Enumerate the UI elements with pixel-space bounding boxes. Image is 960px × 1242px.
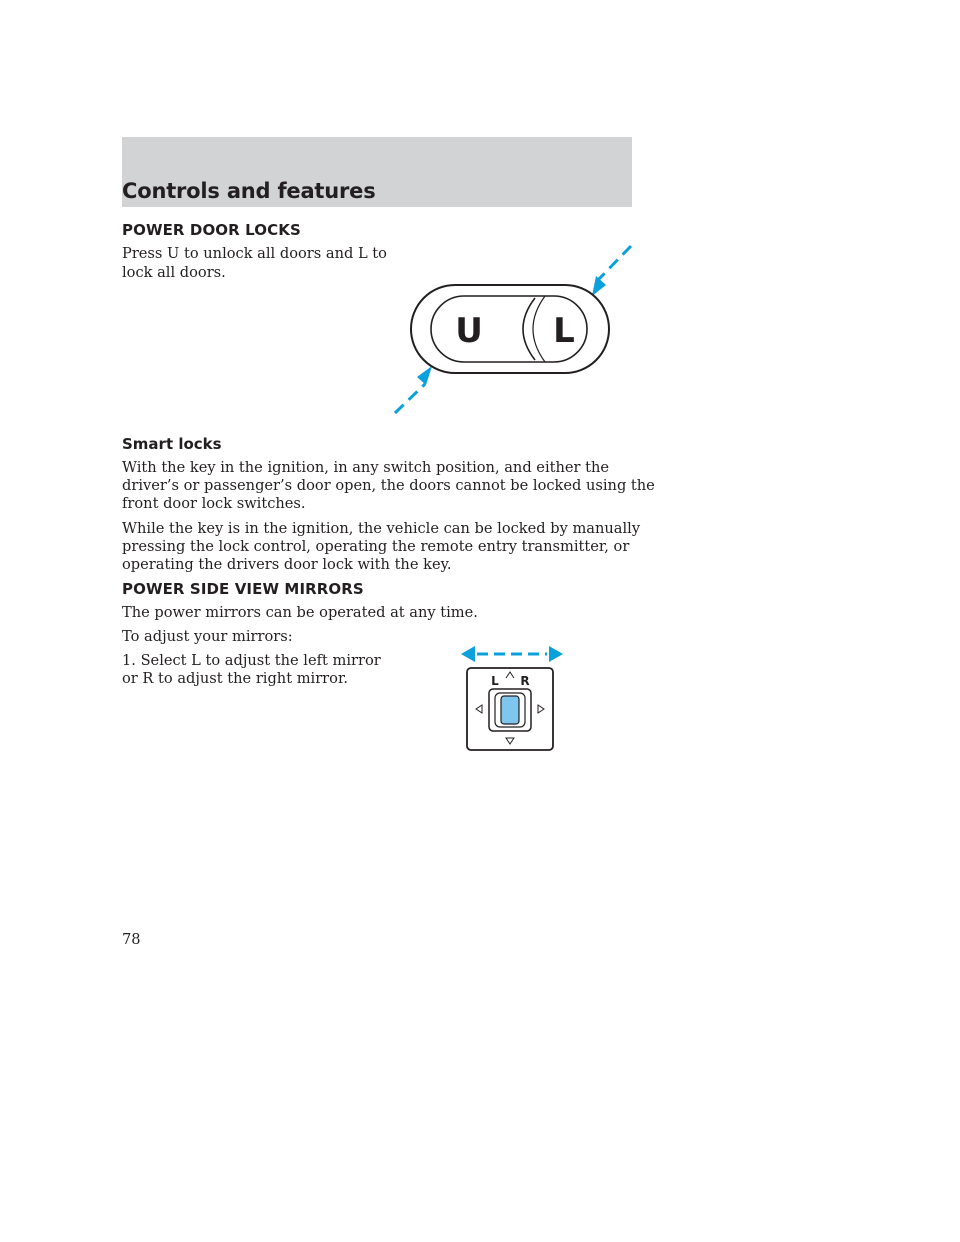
mirror-right-label: R (520, 674, 530, 688)
unlock-label: U (455, 311, 483, 351)
smart-locks-p1-line3: front door lock switches. (122, 495, 306, 512)
smart-locks-p1-line2: driver’s or passenger’s door open, the doors cannot be locked using the (122, 477, 655, 494)
heading-power-door-locks: POWER DOOR LOCKS (122, 221, 301, 239)
unlock-direction-arrow (395, 366, 432, 413)
door-locks-text-line2: lock all doors. (122, 264, 226, 281)
heading-smart-locks: Smart locks (122, 435, 222, 453)
page-number: 78 (122, 931, 141, 948)
page-section-title: Controls and features (122, 179, 376, 203)
smart-locks-p2-line3: operating the drivers door lock with the key. (122, 556, 452, 573)
door-locks-text-line1: Press U to unlock all doors and L to (122, 245, 387, 262)
mirrors-p1: The power mirrors can be operated at any time. (122, 604, 478, 621)
mirrors-p2: To adjust your mirrors: (122, 628, 293, 645)
mirror-switch-figure (455, 640, 575, 760)
smart-locks-p1-line1: With the key in the ignition, in any switch position, and either the (122, 459, 610, 476)
mirrors-step1-line1: 1. Select L to adjust the left mirror (122, 652, 381, 669)
lock-label: L (553, 311, 575, 351)
door-lock-switch-figure (385, 238, 645, 438)
smart-locks-p2-line1: While the key is in the ignition, the vehicle can be locked by manually (122, 520, 641, 537)
mirror-left-label: L (491, 674, 499, 688)
header-band (122, 137, 632, 207)
mirror-selector-knob[interactable] (501, 696, 519, 724)
smart-locks-p2-line2: pressing the lock control, operating the remote entry transmitter, or (122, 538, 630, 555)
heading-power-side-view-mirrors: POWER SIDE VIEW MIRRORS (122, 580, 364, 598)
lock-direction-arrow (592, 246, 631, 296)
left-right-arrow (461, 646, 563, 662)
mirrors-step1-line2: or R to adjust the right mirror. (122, 670, 348, 687)
